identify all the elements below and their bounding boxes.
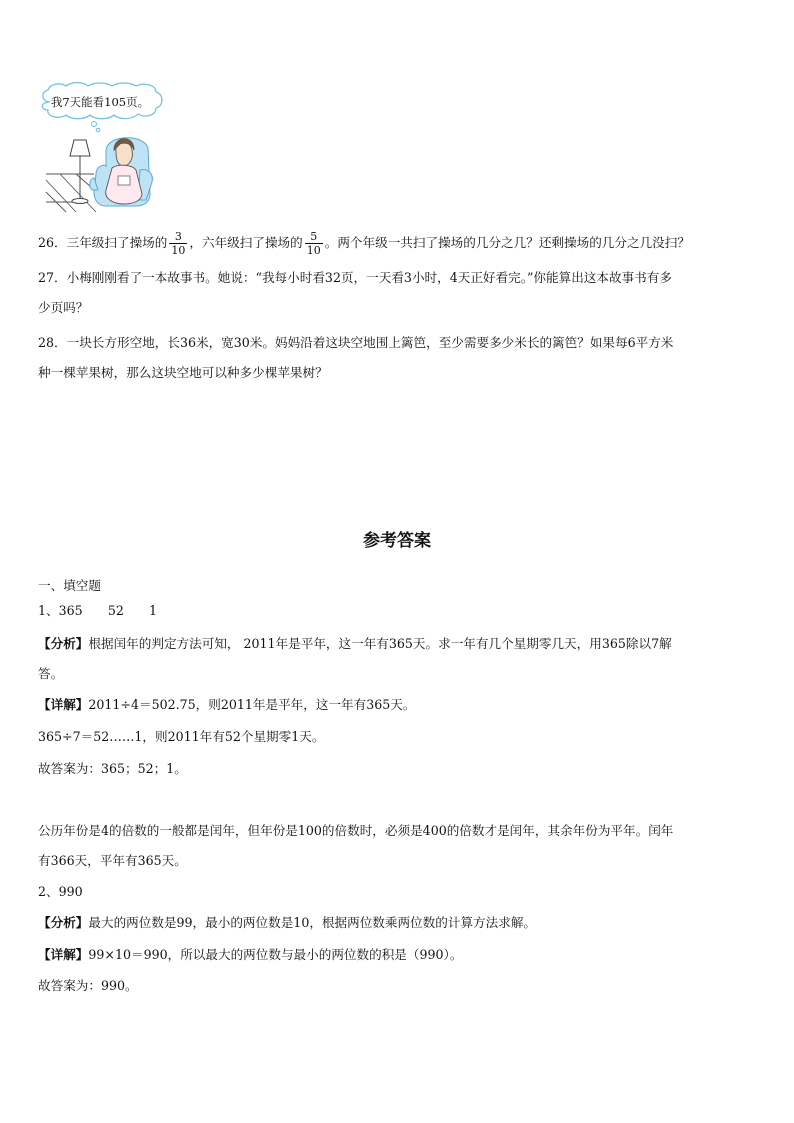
detail-tag: 【详解】 [38, 947, 89, 962]
detail-text: 99×10＝990，所以最大的两位数与最小的两位数的积是（990）。 [88, 947, 463, 962]
answer-1-note-line1: 公历年份是4的倍数的一般都是闰年，但年份是100的倍数时，必须是400的倍数才是闰年，其余年份为平年。闰年 [38, 823, 674, 838]
detail-tag: 【详解】 [38, 697, 89, 712]
answer-2-final: 故答案为：990。 [38, 978, 138, 993]
answer-2-detail [38, 945, 462, 965]
analysis-text: 根据闰年的判定方法可知， 2011年是平年，这一年有365天。求一年有几个星期零几天，用365除以7解 [88, 636, 672, 651]
answer-1-analysis [38, 634, 672, 654]
answer-1-final: 故答案为：365；52；1。 [38, 761, 187, 776]
question-28-line2: 种一棵苹果树，那么这块空地可以种多少棵苹果树？ [38, 365, 328, 380]
answer-key-title: 参考答案 [363, 531, 431, 551]
analysis-tag: 【分析】 [38, 636, 89, 651]
question-27-line2: 少页吗？ [38, 300, 89, 315]
answer-1-note-line2: 有366天，平年有365天。 [38, 853, 187, 868]
answer-1-detail-line2: 365÷7＝52……1，则2011年有52个星期零1天。 [38, 729, 325, 744]
fraction-denominator: 10 [306, 244, 321, 257]
question-26 [38, 230, 690, 257]
answer-1-header: 1、365 52 1 [38, 603, 158, 618]
fraction-denominator: 10 [171, 244, 186, 257]
section-heading: 一、填空题 [38, 578, 101, 593]
fraction-three-tenths [169, 230, 187, 257]
speech-text: 我7天能看105页。 [50, 95, 150, 109]
answer-2-header: 2、990 [38, 884, 83, 899]
answer-2-analysis [38, 913, 536, 933]
fraction-five-tenths [305, 230, 323, 257]
detail-text: 2011÷4＝502.75，则2011年是平年，这一年有365天。 [88, 697, 416, 712]
question-26-part2: ，六年级扫了操场的 [189, 235, 303, 250]
question-26-part1: 26．三年级扫了操场的 [38, 235, 168, 250]
question-27-line1: 27．小梅刚刚看了一本故事书。她说：“我每小时看32页，一天看3小时，4天正好看完。”你能算出这本故事书有多 [38, 270, 672, 285]
question-26-part3: 。两个年级一共扫了操场的几分之几？还剩操场的几分之几没扫？ [324, 235, 690, 250]
fraction-numerator: 3 [169, 230, 187, 244]
question-28-line1: 28．一块长方形空地，长36米，宽30米。妈妈沿着这块空地围上篱笆，至少需要多少米长的篱笆？如果每6平方米 [38, 335, 674, 350]
analysis-text: 最大的两位数是99，最小的两位数是10，根据两位数乘两位数的计算方法求解。 [88, 915, 537, 930]
answer-1-analysis-line2: 答。 [38, 666, 64, 681]
reading-girl-illustration [36, 82, 176, 218]
analysis-tag: 【分析】 [38, 915, 89, 930]
answer-1-detail [38, 695, 415, 715]
fraction-numerator: 5 [305, 230, 323, 244]
floor-lamp [70, 140, 90, 204]
